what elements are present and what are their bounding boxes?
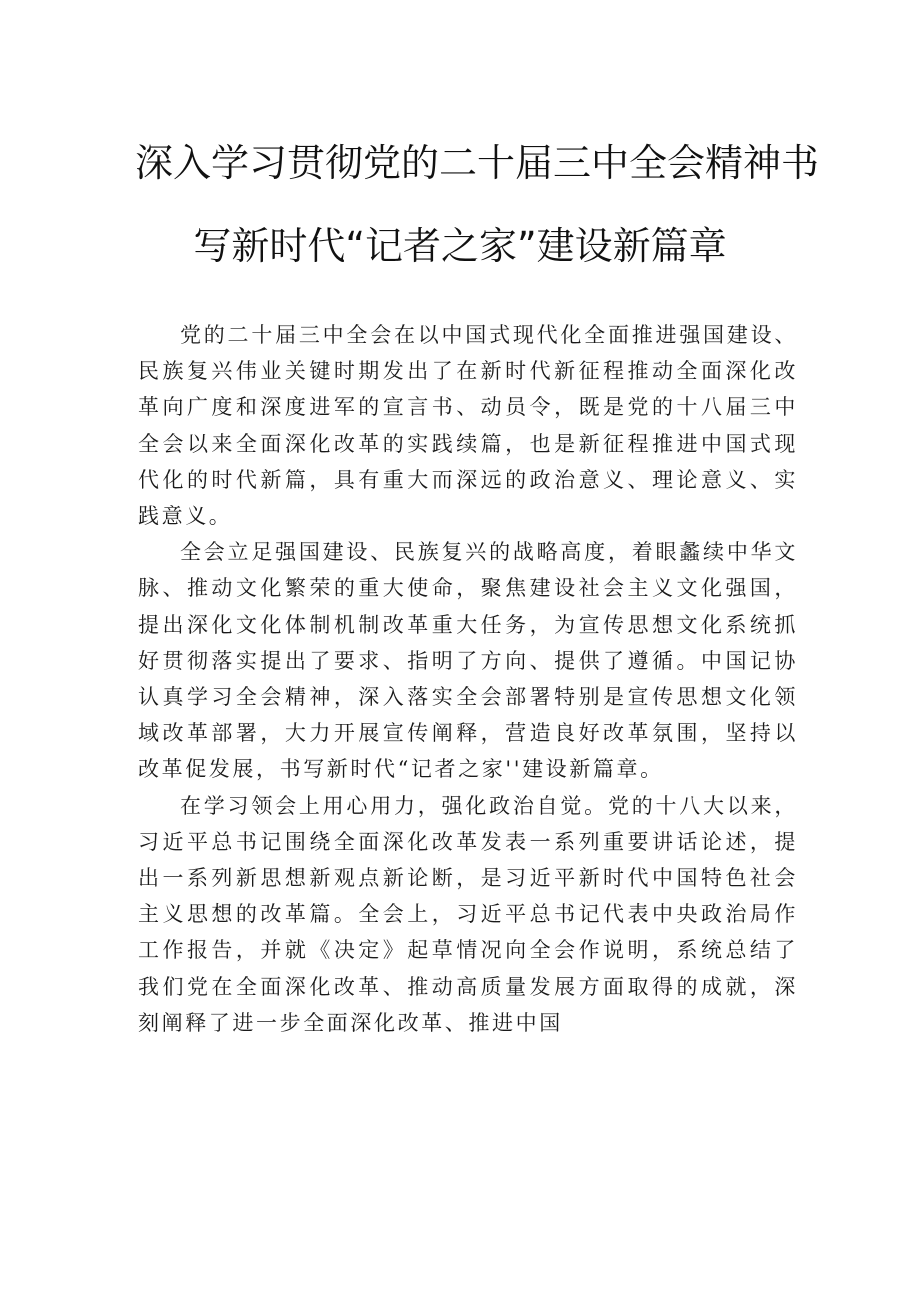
paragraph-2: 全会立足强国建设、民族复兴的战略高度，着眼蠡续中华文脉、推动文化繁荣的重大使命，聚焦建设社会主义文化强国，提出深化文化体制机制改革重大任务，为宣传思想文化系统抓好贯彻落实提出了要求、指明了方向、提供了遵循。中国记协认真学习全会精神，深入落实全会部署特别是宣传思想文化领域改革部署，大力开展宣传阐释，营造良好改革氛围，坚持以改革促发展，书写新时代“记者之家''建设新篇章。 [138,540,798,782]
paragraph-1: 党的二十届三中全会在以中国式现代化全面推进强国建设、民族复兴伟业关键时期发出了在新时代新征程推动全面深化改革向广度和深度进军的宣言书、动员令，既是党的十八届三中全会以来全面深化改革的实践续篇，也是新征程推进中国式现代化的时代新篇，具有重大而深远的政治意义、理论意义、实践意义。 [138,323,798,529]
document-title-line-1: 深入学习贯彻党的二十届三中全会精神书 [135,141,820,185]
paragraph-3: 在学习领会上用心用力，强化政治自觉。党的十八大以来，习近平总书记围绕全面深化改革发表一系列重要讲话论述，提出一系列新思想新观点新论断，是习近平新时代中国特色社会主义思想的改革篇。全会上，习近平总书记代表中央政治局作工作报告，并就《决定》起草情况向全会作说明，系统总结了我们党在全面深化改革、推动高质量发展方面取得的成就，深刻阐释了进一步全面深化改革、推进中国 [138,793,798,1035]
document-body [138,317,798,1041]
document-title-line-2: 写新时代“记者之家”建设新篇章 [193,224,727,268]
